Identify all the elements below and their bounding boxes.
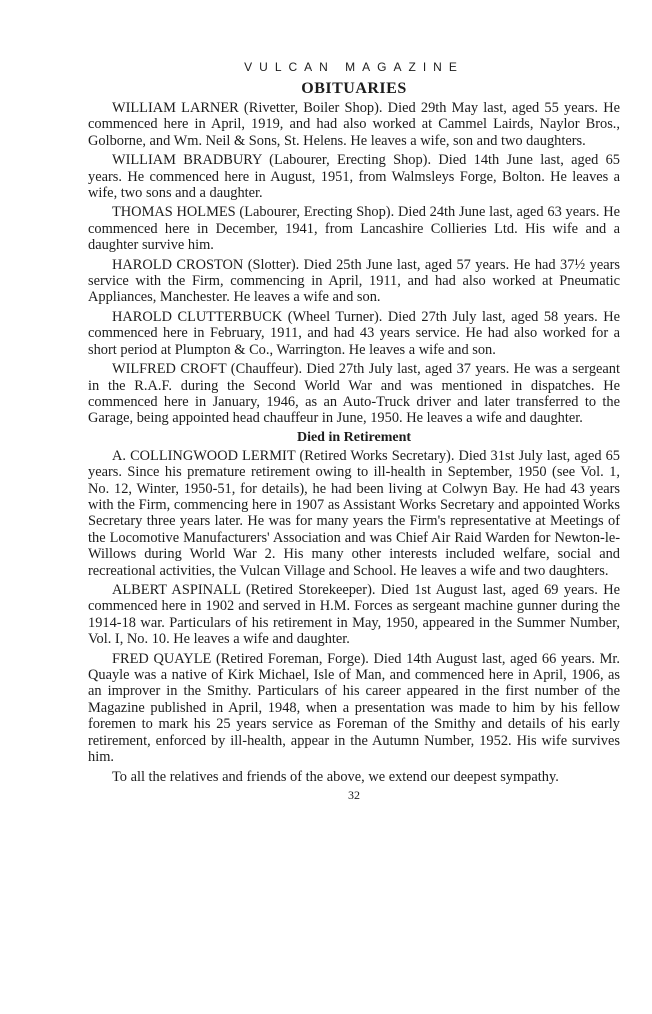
obituary-entry: WILFRED CROFT (Chauffeur). Died 27th July last, aged 37 years. He was a sergeant in the R.A.F. during the Second World War and was mentioned in dispatches. He commenced here in January, 1946, as an Auto-Truck driver and later transferred to the Garage, being appointed head chauffeur in June, 1950. He leaves a wife and daughter. (88, 361, 620, 427)
obituary-entry: WILLIAM BRADBURY (Labourer, Erecting Shop). Died 14th June last, aged 65 years. He commenced here in August, 1951, from Walmsleys Forge, Bolton. He leaves a wife, two sons and a daughter. (88, 152, 620, 202)
page-title: OBITUARIES (301, 80, 407, 97)
closing-sympathy: To all the relatives and friends of the above, we extend our deepest sympathy. (112, 769, 559, 786)
obituary-entry: THOMAS HOLMES (Labourer, Erecting Shop). Died 24th June last, aged 63 years. He commenced here in December, 1941, from Lancashire Collieries Ltd. His wife and a daughter survive him. (88, 204, 620, 254)
page-number: 32 (348, 787, 360, 802)
retirement-heading: Died in Retirement (296, 429, 412, 445)
retirement-entry: ALBERT ASPINALL (Retired Storekeeper). Died 1st August last, aged 69 years. He commenced here in 1902 and served in H.M. Forces as sergeant machine gunner during the 1914-18 war. Particulars of his retirement in May, 1950, appeared in the Summer Number, Vol. I, No. 10. He leaves a wife and daughter. (88, 581, 620, 648)
obituary-entry: HAROLD CLUTTERBUCK (Wheel Turner). Died 27th July last, aged 58 years. He commenced here in February, 1911, and had 43 years service. He had also worked for a short period at Plumpton & Co., Warrington. He leaves a wife and son. (88, 308, 620, 358)
obituary-entry: HAROLD CROSTON (Slotter). Died 25th June last, aged 57 years. He had 37½ years service with the Firm, commencing in April, 1911, and had also worked at Pneumatic Appliances, Manchester. He leaves a wife and son. (88, 256, 620, 306)
retirement-entry: A. COLLINGWOOD LERMIT (Retired Works Secretary). Died 31st July last, aged 65 years. Since his premature retirement owing to ill-health in September, 1950 (see Vol. 1, No. 12, Winter, 1950-51, for details), he had been living at Colwyn Bay. He had 43 years with the Firm, commencing here in 1907 as Assistant Works Secretary and appointed Works Secretary three years later. He was for many years the Firm's representative at Meetings of the Locomotive Manufacturers' Association and was Chief Air Raid Warden for Newton-le-Willows during World War 2. His many other interests included welfare, social and recreational activities, the Vulcan Village and School. He leaves a wife and two daughters. (88, 447, 620, 579)
running-head: VULCAN MAGAZINE (244, 60, 464, 74)
obituary-entry: WILLIAM LARNER (Rivetter, Boiler Shop). Died 29th May last, aged 55 years. He commenced here in April, 1919, and had also worked at Cammel Lairds, Naylor Bros., Golborne, and Wm. Neil & Sons, St. Helens. He leaves a wife, son and two daughters. (88, 100, 620, 149)
retirement-entry: FRED QUAYLE (Retired Foreman, Forge). Died 14th August last, aged 66 years. Mr. Quayle was a native of Kirk Michael, Isle of Man, and commenced here in April, 1906, as an improver in the Smithy. Particulars of his career appeared in the first number of the Magazine published in April, 1948, when a presentation was made to him by his fellow foremen to mark his 25 years service as Foreman of the Smithy and details of his early retirement, enforced by ill-health, appear in the Autumn Number, 1952. His wife survives him. (88, 650, 620, 766)
